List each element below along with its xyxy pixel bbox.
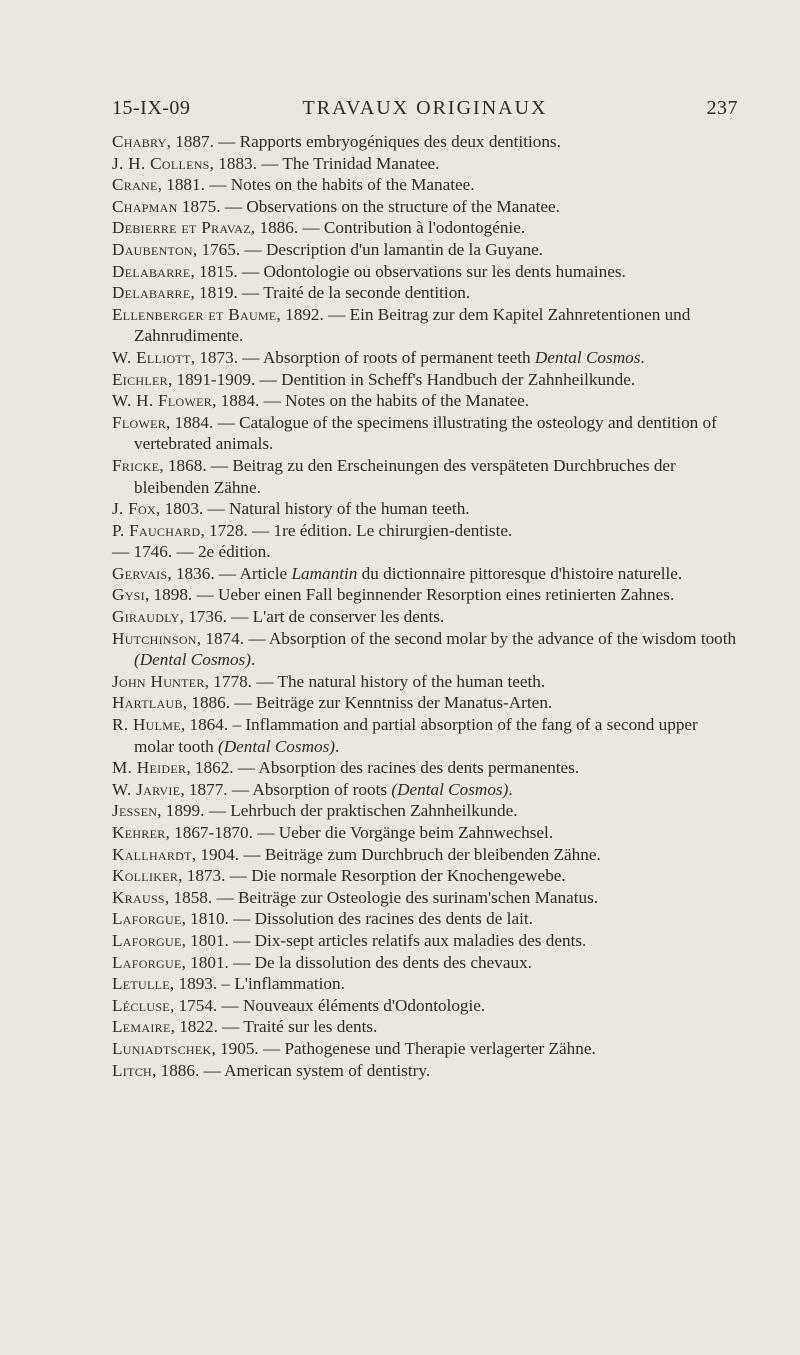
reference-entry bbox=[112, 390, 738, 412]
reference-tail: . bbox=[508, 779, 513, 799]
reference-entry bbox=[112, 455, 738, 498]
reference-author: Fricke bbox=[112, 455, 160, 475]
reference-entry bbox=[112, 822, 738, 844]
reference-text: , 1887. — Rapports embryogéniques des deux dentitions. bbox=[166, 132, 561, 151]
reference-entry bbox=[112, 952, 738, 974]
reference-text: , 1891-1909. — Dentition in Scheff's Handbuch der Zahnheilkunde. bbox=[167, 369, 636, 389]
reference-author: Laforgue bbox=[112, 909, 182, 929]
page-number: 237 bbox=[706, 97, 738, 119]
reference-text: , 1801. — Dix-sept articles relatifs aux maladies des dents. bbox=[181, 930, 587, 950]
reference-text: 1875. — Observations on the structure of the Manatee. bbox=[177, 196, 560, 216]
reference-entry bbox=[112, 671, 738, 693]
reference-entry bbox=[112, 153, 738, 175]
reference-author: J. H. Collens bbox=[112, 153, 210, 173]
reference-author: Crane bbox=[112, 175, 158, 195]
reference-text: , 1884. — Notes on the habits of the Manatee. bbox=[212, 391, 530, 411]
reference-entry bbox=[112, 563, 738, 585]
reference-entry bbox=[112, 347, 738, 369]
reference-author: Chabry bbox=[112, 132, 167, 151]
reference-journal-title: (Dental Cosmos) bbox=[218, 736, 335, 756]
reference-tail: . bbox=[335, 736, 340, 756]
reference-author: Hartlaub bbox=[112, 693, 183, 713]
reference-text: , 1877. — Absorption of roots bbox=[180, 779, 392, 799]
reference-text: , 1898. — Ueber einen Fall beginnender Resorption eines retinierten Zahnes. bbox=[144, 585, 675, 605]
reference-entry bbox=[112, 131, 738, 153]
reference-entry bbox=[112, 1060, 738, 1082]
reference-entry bbox=[112, 606, 738, 628]
reference-author: Delabarre bbox=[112, 283, 191, 303]
reference-entry bbox=[112, 1038, 738, 1060]
reference-text: , 1862. — Absorption des racines des dents permanentes. bbox=[186, 758, 580, 778]
reference-text: , 1728. — 1re édition. Le chirurgien-dentiste. bbox=[200, 520, 513, 540]
reference-text: , 1893. – L'inflammation. bbox=[169, 974, 345, 994]
reference-author: Krauss bbox=[112, 887, 165, 907]
reference-entry bbox=[112, 239, 738, 261]
reference-journal-title: Dental Cosmos bbox=[534, 347, 641, 367]
reference-author: Hutchinson bbox=[112, 628, 197, 648]
reference-author: R. Hulme bbox=[112, 715, 181, 735]
reference-entry bbox=[112, 541, 738, 563]
reference-author: Jessen bbox=[112, 801, 158, 821]
reference-entry bbox=[112, 174, 738, 196]
reference-author: Kehrer bbox=[112, 823, 166, 842]
reference-journal-title: (Dental Cosmos) bbox=[391, 779, 509, 799]
reference-text: — 1746. — 2e édition. bbox=[112, 542, 271, 562]
reference-tail: . bbox=[640, 347, 645, 367]
reference-text: , 1819. — Traité de la seconde dentition. bbox=[190, 283, 471, 303]
reference-author: Litch bbox=[112, 1060, 152, 1080]
reference-text: , 1905. — Pathogenese und Therapie verlagerter Zähne. bbox=[211, 1038, 596, 1058]
reference-author: P. Fauchard bbox=[112, 520, 201, 540]
reference-text: , 1873. — Absorption of roots of permanent teeth bbox=[190, 347, 535, 367]
reference-entry bbox=[112, 692, 738, 714]
reference-author: W. H. Flower bbox=[112, 391, 213, 411]
header-section-title: TRAVAUX ORIGINAUX bbox=[302, 97, 548, 119]
reference-text: , 1754. — Nouveaux éléments d'Odontologie. bbox=[169, 995, 486, 1015]
reference-journal-title: Lamantin bbox=[291, 563, 358, 583]
reference-entry bbox=[112, 282, 738, 304]
reference-text: , 1886. — American system of dentistry. bbox=[152, 1060, 431, 1080]
reference-entry bbox=[112, 930, 738, 952]
reference-entry bbox=[112, 196, 738, 218]
reference-author: Eichler bbox=[112, 369, 168, 389]
reference-text: , 1736. — L'art de conserver les dents. bbox=[179, 607, 445, 627]
reference-author: Giraudly bbox=[112, 607, 180, 627]
reference-author: W. Jarvie bbox=[112, 779, 181, 799]
reference-entry bbox=[112, 498, 738, 520]
reference-author: Laforgue bbox=[112, 952, 182, 972]
reference-author: Kolliker bbox=[112, 866, 179, 886]
reference-tail: du dictionnaire pittoresque d'histoire naturelle. bbox=[357, 563, 683, 583]
reference-entry bbox=[112, 973, 738, 995]
reference-author: Laforgue bbox=[112, 930, 182, 950]
reference-entry bbox=[112, 217, 738, 239]
reference-text: , 1778. — The natural history of the human teeth. bbox=[204, 671, 546, 691]
reference-entry bbox=[112, 800, 738, 822]
reference-entry bbox=[112, 779, 738, 801]
reference-text: , 1892. — Ein Beitrag zur dem Kapitel Zahnretentionen und Zahnrudimente. bbox=[134, 304, 691, 346]
reference-entry bbox=[112, 369, 738, 391]
reference-author: J. Fox bbox=[112, 499, 156, 519]
reference-author: Luniadtschek bbox=[112, 1038, 212, 1058]
reference-entry bbox=[112, 887, 738, 909]
reference-author: Kallhardt bbox=[112, 844, 192, 864]
reference-entry bbox=[112, 757, 738, 779]
reference-author: Gysi bbox=[112, 585, 145, 605]
reference-author: W. Elliott bbox=[112, 347, 191, 367]
reference-entry bbox=[112, 865, 738, 887]
reference-entry bbox=[112, 844, 738, 866]
reference-text: , 1822. — Traité sur les dents. bbox=[170, 1017, 378, 1037]
reference-text: , 1884. — Catalogue of the specimens illustrating the osteology and dentition of vertebrated animals. bbox=[134, 412, 717, 454]
reference-text: , 1801. — De la dissolution des dents des chevaux. bbox=[181, 952, 532, 972]
reference-author: Ellenberger et Baume bbox=[112, 304, 277, 324]
reference-text: , 1874. — Absorption of the second molar by the advance of the wisdom tooth bbox=[196, 628, 737, 648]
reference-author: Lemaire bbox=[112, 1017, 171, 1037]
bibliography-list bbox=[112, 131, 738, 1081]
reference-text: , 1815. — Odontologie ou observations sur les dents humaines. bbox=[190, 261, 626, 281]
reference-author: John Hunter bbox=[112, 671, 205, 691]
reference-text: , 1803. — Natural history of the human teeth. bbox=[155, 499, 470, 519]
reference-text: , 1904. — Beiträge zum Durchbruch der bleibenden Zähne. bbox=[191, 844, 601, 864]
reference-text: , 1836. — Article bbox=[167, 563, 292, 583]
reference-entry bbox=[112, 1016, 738, 1038]
reference-entry bbox=[112, 995, 738, 1017]
reference-text: , 1864. – Inflammation and partial absorption of the fang of a second upper molar tooth bbox=[134, 715, 698, 756]
reference-tail: . bbox=[250, 650, 256, 670]
reference-text: , 1873. — Die normale Resorption der Knochengewebe. bbox=[178, 866, 566, 886]
reference-author: Letulle bbox=[112, 974, 170, 994]
reference-text: , 1886. — Contribution à l'odontogénie. bbox=[250, 218, 526, 238]
reference-text: , 1899. — Lehrbuch der praktischen Zahnheilkunde. bbox=[157, 801, 518, 821]
reference-text: , 1867-1870. — Ueber die Vorgänge beim Zahnwechsel. bbox=[165, 823, 554, 842]
reference-author: Daubenton bbox=[112, 239, 193, 259]
reference-author: Chapman bbox=[112, 196, 178, 216]
reference-text: , 1765. — Description d'un lamantin de la Guyane. bbox=[192, 239, 544, 259]
reference-author: Flower bbox=[112, 412, 167, 432]
reference-author: Gervais bbox=[112, 563, 168, 583]
reference-text: , 1810. — Dissolution des racines des dents de lait. bbox=[181, 909, 533, 929]
header-date: 15-IX-09 bbox=[112, 97, 191, 119]
reference-author: M. Heider bbox=[112, 758, 187, 778]
reference-entry bbox=[112, 908, 738, 930]
reference-entry bbox=[112, 304, 738, 347]
reference-author: Debierre et Pravaz bbox=[112, 218, 251, 238]
reference-author: Lécluse bbox=[112, 995, 170, 1015]
reference-author: Delabarre bbox=[112, 261, 191, 281]
reference-text: , 1883. — The Trinidad Manatee. bbox=[209, 153, 440, 173]
reference-entry bbox=[112, 628, 738, 671]
reference-text: , 1868. — Beitrag zu den Erscheinungen des verspäteten Durchbruches der bleibenden Zähne. bbox=[134, 455, 676, 497]
reference-text: , 1858. — Beiträge zur Osteologie des surinam'schen Manatus. bbox=[164, 887, 599, 907]
reference-entry bbox=[112, 261, 738, 283]
reference-text: , 1886. — Beiträge zur Kenntniss der Manatus-Arten. bbox=[182, 693, 553, 713]
reference-entry bbox=[112, 412, 738, 455]
reference-entry bbox=[112, 714, 738, 757]
reference-text: , 1881. — Notes on the habits of the Manatee. bbox=[157, 175, 475, 195]
reference-entry bbox=[112, 584, 738, 606]
reference-journal-title: (Dental Cosmos) bbox=[134, 650, 251, 670]
reference-entry bbox=[112, 520, 738, 542]
